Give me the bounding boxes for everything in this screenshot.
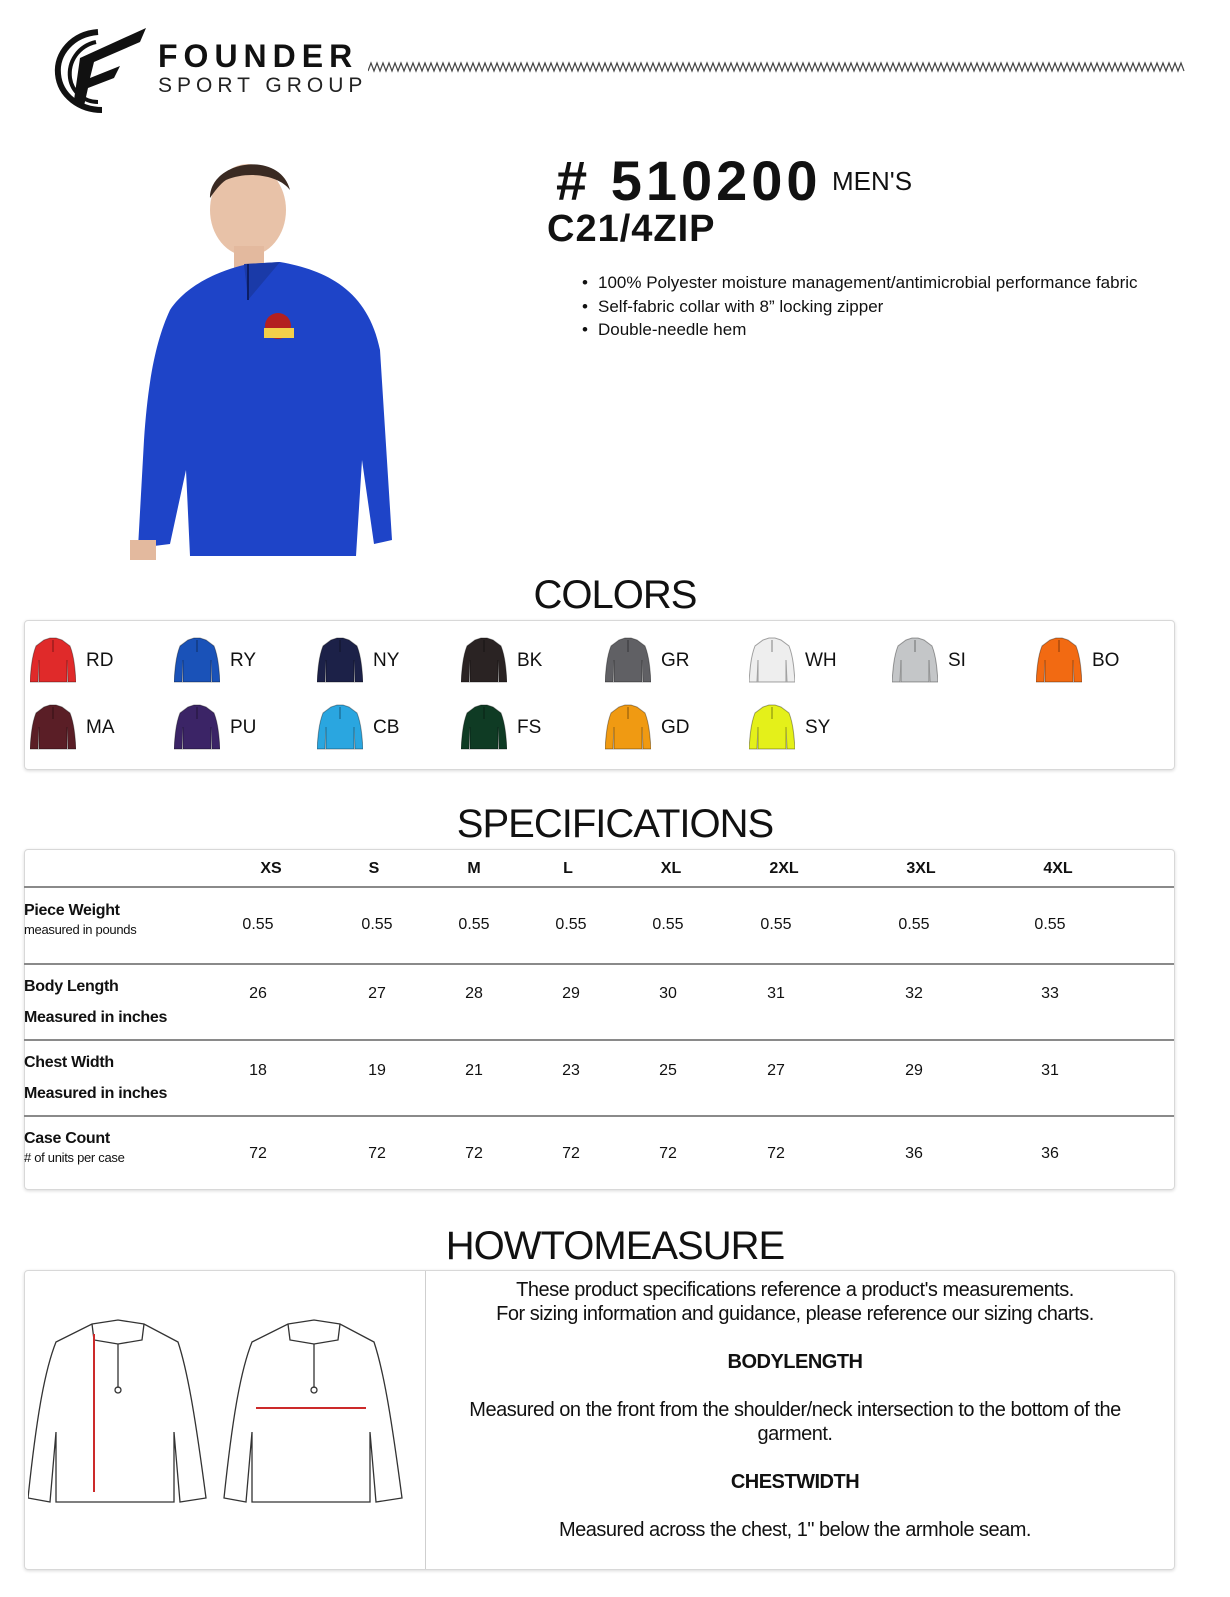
chest-width-text: Measured across the chest, 1" below the armhole seam. bbox=[559, 1519, 1031, 1541]
intro-line: For sizing information and guidance, please reference our sizing charts. bbox=[496, 1303, 1094, 1325]
shirt-icon bbox=[174, 636, 220, 684]
product-photo bbox=[130, 140, 392, 560]
style-number: # 510200 bbox=[556, 149, 822, 212]
style-name: C21/4ZIP bbox=[547, 208, 716, 250]
spec-value: 26 bbox=[249, 985, 267, 1002]
color-code: GR bbox=[661, 650, 690, 671]
spec-value: 72 bbox=[659, 1145, 677, 1162]
brand-name: FOUNDER bbox=[158, 38, 359, 74]
color-code: FS bbox=[517, 717, 542, 738]
spec-value: 0.55 bbox=[1034, 916, 1066, 933]
colors-title: COLORS bbox=[533, 573, 697, 617]
spec-value: 72 bbox=[562, 1145, 580, 1162]
spec-value: 32 bbox=[905, 985, 923, 1002]
shirt-icon bbox=[749, 703, 795, 751]
row-sublabel: measured in pounds bbox=[24, 922, 137, 937]
how-to-measure-text bbox=[440, 1278, 1150, 1542]
spec-value: 18 bbox=[249, 1062, 267, 1079]
row-label-case-count: Case Count bbox=[24, 1130, 110, 1147]
color-swatch-wh bbox=[749, 636, 893, 684]
shirt-icon bbox=[892, 636, 938, 684]
color-code: PU bbox=[230, 717, 257, 738]
spec-value: 27 bbox=[767, 1062, 785, 1079]
size-header: M bbox=[467, 860, 481, 877]
shirt-icon bbox=[317, 636, 363, 684]
color-code: RY bbox=[230, 650, 257, 671]
spec-value: 72 bbox=[767, 1145, 785, 1162]
spec-value: 28 bbox=[465, 985, 483, 1002]
spec-value: 0.55 bbox=[458, 916, 490, 933]
measurement-diagram bbox=[28, 1312, 418, 1512]
spec-value: 72 bbox=[249, 1145, 267, 1162]
shirt-icon bbox=[461, 703, 507, 751]
spec-value: 31 bbox=[767, 985, 785, 1002]
size-header: XS bbox=[260, 860, 282, 877]
color-swatch-rd bbox=[30, 636, 174, 684]
row-sublabel: Measured in inches bbox=[24, 1009, 168, 1026]
color-swatch-ny bbox=[317, 636, 461, 684]
spec-value: 29 bbox=[905, 1062, 923, 1079]
gender-label: MEN'S bbox=[832, 166, 913, 196]
color-code: NY bbox=[373, 650, 400, 671]
shirt-icon bbox=[605, 703, 651, 751]
intro-line: These product specifications reference a product's measurements. bbox=[516, 1279, 1074, 1301]
color-swatch-gr bbox=[605, 636, 749, 684]
founder-logo-icon bbox=[50, 22, 150, 114]
size-header: L bbox=[563, 860, 573, 877]
spec-value: 72 bbox=[465, 1145, 483, 1162]
color-code: WH bbox=[805, 650, 837, 671]
color-swatch-gd bbox=[605, 703, 749, 751]
size-header: XL bbox=[660, 860, 682, 877]
spec-value: 33 bbox=[1041, 985, 1059, 1002]
color-swatch-bo bbox=[1036, 636, 1180, 684]
spec-value: 72 bbox=[368, 1145, 386, 1162]
feature-list bbox=[582, 271, 1138, 342]
row-sublabel: # of units per case bbox=[24, 1150, 125, 1165]
feature-item: • 100% Polyester moisture management/antimicrobial performance fabric bbox=[582, 271, 1138, 295]
spec-value: 0.55 bbox=[760, 916, 792, 933]
color-code: BO bbox=[1092, 650, 1120, 671]
spec-value: 36 bbox=[1041, 1145, 1059, 1162]
color-code: MA bbox=[86, 717, 115, 738]
spec-value: 21 bbox=[465, 1062, 483, 1079]
spec-value: 23 bbox=[562, 1062, 580, 1079]
shirt-icon bbox=[605, 636, 651, 684]
spec-value: 0.55 bbox=[898, 916, 930, 933]
specs-panel bbox=[24, 849, 1175, 1190]
brand-subtitle: SPORT GROUP bbox=[158, 74, 368, 97]
color-swatch-sy bbox=[749, 703, 893, 751]
chest-width-heading: CHESTWIDTH bbox=[730, 1471, 860, 1493]
spec-value: 36 bbox=[905, 1145, 923, 1162]
specs-title: SPECIFICATIONS bbox=[456, 802, 774, 846]
size-header: S bbox=[368, 860, 380, 877]
color-swatch-ma bbox=[30, 703, 174, 751]
feature-item: • Self-fabric collar with 8” locking zipper bbox=[582, 295, 1138, 319]
color-swatch-fs bbox=[461, 703, 605, 751]
table-divider bbox=[24, 963, 1174, 965]
spec-value: 27 bbox=[368, 985, 386, 1002]
row-label-body-length: Body Length bbox=[24, 978, 119, 995]
spec-value: 31 bbox=[1041, 1062, 1059, 1079]
how-to-measure-title: HOWTOMEASURE bbox=[445, 1224, 785, 1268]
panel-divider bbox=[425, 1271, 426, 1569]
body-length-text: Measured on the front from the shoulder/neck intersection to the bottom of the garment. bbox=[469, 1399, 1121, 1445]
size-header: 3XL bbox=[906, 860, 936, 877]
shirt-icon bbox=[749, 636, 795, 684]
shirt-icon bbox=[1036, 636, 1082, 684]
body-length-heading: BODYLENGTH bbox=[727, 1351, 863, 1373]
color-swatch-bk bbox=[461, 636, 605, 684]
table-divider bbox=[24, 1039, 1174, 1041]
size-header: 2XL bbox=[769, 860, 799, 877]
color-code: SY bbox=[805, 717, 831, 738]
feature-item: • Double-needle hem bbox=[582, 318, 1138, 342]
color-code: RD bbox=[86, 650, 114, 671]
spec-value: 30 bbox=[659, 985, 677, 1002]
table-divider bbox=[24, 886, 1174, 888]
color-swatch-ry bbox=[174, 636, 318, 684]
spec-value: 25 bbox=[659, 1062, 677, 1079]
spec-value: 0.55 bbox=[555, 916, 587, 933]
header-divider bbox=[368, 60, 1186, 74]
shirt-icon bbox=[461, 636, 507, 684]
spec-value: 29 bbox=[562, 985, 580, 1002]
color-code: CB bbox=[373, 717, 400, 738]
shirt-icon bbox=[30, 636, 76, 684]
table-divider bbox=[24, 1115, 1174, 1117]
color-swatch-pu bbox=[174, 703, 318, 751]
row-sublabel: Measured in inches bbox=[24, 1085, 168, 1102]
spec-value: 0.55 bbox=[652, 916, 684, 933]
spec-value: 19 bbox=[368, 1062, 386, 1079]
color-swatch-cb bbox=[317, 703, 461, 751]
color-code: SI bbox=[948, 650, 966, 671]
size-header: 4XL bbox=[1043, 860, 1073, 877]
spec-value: 0.55 bbox=[361, 916, 393, 933]
color-code: GD bbox=[661, 717, 690, 738]
row-label-piece-weight: Piece Weight bbox=[24, 902, 120, 919]
shirt-icon bbox=[174, 703, 220, 751]
color-swatch-si bbox=[892, 636, 1036, 684]
color-code: BK bbox=[517, 650, 543, 671]
shirt-icon bbox=[30, 703, 76, 751]
row-label-chest-width: Chest Width bbox=[24, 1054, 114, 1071]
spec-value: 0.55 bbox=[242, 916, 274, 933]
shirt-icon bbox=[317, 703, 363, 751]
